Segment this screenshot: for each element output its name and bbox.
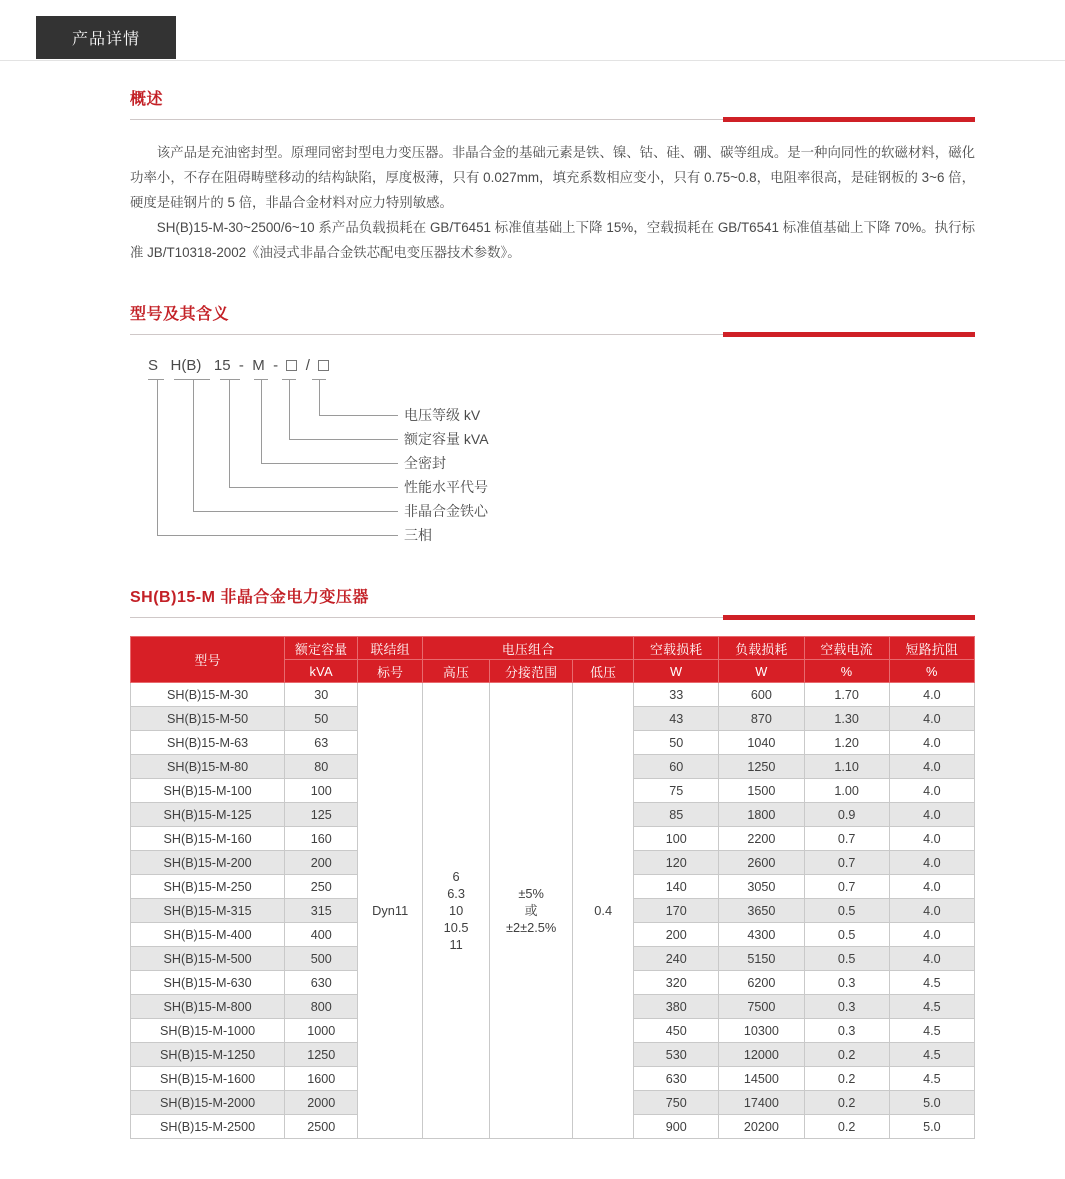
cell-rated-capacity: 250: [285, 875, 358, 899]
cell-connection-group: Dyn11: [358, 683, 423, 1139]
cell-no-load-current: 0.5: [804, 923, 889, 947]
cell-no-load-current: 1.20: [804, 731, 889, 755]
cell-load-loss: 4300: [719, 923, 804, 947]
cell-rated-capacity: 315: [285, 899, 358, 923]
th-voltage-combination: 电压组合: [423, 637, 634, 660]
cell-no-load-current: 0.7: [804, 875, 889, 899]
cell-no-load-current: 1.30: [804, 707, 889, 731]
th-load-loss: 负载损耗: [719, 637, 804, 660]
cell-impedance: 4.0: [889, 923, 974, 947]
overview-section: [130, 90, 975, 265]
cell-no-load-loss: 60: [634, 755, 719, 779]
cell-impedance: 4.0: [889, 755, 974, 779]
leader-vline-capacity: [289, 379, 290, 439]
cell-no-load-current: 0.7: [804, 827, 889, 851]
leader-hline-three-phase: [157, 535, 398, 536]
th-no-load-current: 空载电流: [804, 637, 889, 660]
cell-model: SH(B)15-M-125: [131, 803, 285, 827]
cell-load-loss: 7500: [719, 995, 804, 1019]
cell-impedance: 4.5: [889, 1019, 974, 1043]
code-part-hb: H(B): [170, 357, 202, 374]
cell-load-loss: 6200: [719, 971, 804, 995]
cell-no-load-loss: 43: [634, 707, 719, 731]
cell-no-load-loss: 320: [634, 971, 719, 995]
cell-no-load-current: 0.5: [804, 899, 889, 923]
cell-rated-capacity: 1250: [285, 1043, 358, 1067]
spec-table-section: [130, 588, 975, 1139]
cell-no-load-current: 0.5: [804, 947, 889, 971]
leader-hline-voltage: [319, 415, 398, 416]
cell-load-loss: 20200: [719, 1115, 804, 1139]
legend-three-phase: 三相: [404, 527, 432, 543]
cell-impedance: 4.5: [889, 1067, 974, 1091]
cell-impedance: 4.0: [889, 875, 974, 899]
overview-paragraph-1: 该产品是充油密封型。原理同密封型电力变压器。非晶合金的基础元素是铁、镍、钴、硅、硼、碳等组成。是一种向同性的软磁材料，磁化功率小，不存在阻碍畴壁移动的结构缺陷，厚度极薄，只有 0.027mm，填充系数相应变小，只有 0.75~0.8，电阻率很高，是硅钢板的 3~6 倍，硬度是硅钢片的 5 倍，非晶合金材料对应力特别敏感。: [130, 145, 975, 210]
legend-voltage-level: 电压等级 kV: [404, 407, 481, 423]
cell-model: SH(B)15-M-250: [131, 875, 285, 899]
cell-rated-capacity: 80: [285, 755, 358, 779]
cell-no-load-current: 0.2: [804, 1043, 889, 1067]
legend-amorphous-core: 非晶合金铁心: [404, 503, 488, 519]
cell-load-loss: 3050: [719, 875, 804, 899]
model-divider: [130, 332, 975, 337]
code-underline-15: [220, 379, 240, 380]
overview-title: 概述: [130, 91, 164, 108]
cell-no-load-loss: 75: [634, 779, 719, 803]
legend-fully-sealed: 全密封: [404, 455, 446, 471]
th-rated-capacity-unit: kVA: [285, 660, 358, 683]
code-box-voltage-icon: [318, 360, 329, 371]
topbar-divider: [0, 60, 1065, 61]
spec-table-body: [131, 683, 975, 1139]
th-lv: 低压: [573, 660, 634, 683]
cell-impedance: 4.0: [889, 779, 974, 803]
cell-model: SH(B)15-M-800: [131, 995, 285, 1019]
cell-impedance: 4.0: [889, 731, 974, 755]
th-no-load-loss: 空载损耗: [634, 637, 719, 660]
cell-model: SH(B)15-M-630: [131, 971, 285, 995]
cell-rated-capacity: 200: [285, 851, 358, 875]
model-title: 型号及其含义: [130, 306, 230, 323]
cell-impedance: 4.5: [889, 995, 974, 1019]
cell-impedance: 4.0: [889, 803, 974, 827]
leader-vline-sealed: [261, 379, 262, 463]
cell-hv-voltage: 6 6.3 10 10.5 11: [423, 683, 490, 1139]
cell-no-load-loss: 120: [634, 851, 719, 875]
cell-rated-capacity: 500: [285, 947, 358, 971]
cell-impedance: 4.0: [889, 827, 974, 851]
cell-rated-capacity: 160: [285, 827, 358, 851]
cell-load-loss: 870: [719, 707, 804, 731]
cell-model: SH(B)15-M-400: [131, 923, 285, 947]
th-no-load-loss-unit: W: [634, 660, 719, 683]
page-topbar: [0, 0, 1065, 64]
th-tap-range: 分接范围: [490, 660, 573, 683]
cell-load-loss: 1250: [719, 755, 804, 779]
cell-impedance: 5.0: [889, 1091, 974, 1115]
leader-hline-performance: [229, 487, 398, 488]
leader-vline-voltage: [319, 379, 320, 415]
cell-no-load-loss: 170: [634, 899, 719, 923]
cell-no-load-current: 0.3: [804, 971, 889, 995]
cell-no-load-current: 0.7: [804, 851, 889, 875]
cell-rated-capacity: 1000: [285, 1019, 358, 1043]
cell-no-load-loss: 380: [634, 995, 719, 1019]
cell-impedance: 4.0: [889, 947, 974, 971]
cell-load-loss: 10300: [719, 1019, 804, 1043]
leader-hline-amorphous-core: [193, 511, 398, 512]
th-impedance-unit: %: [889, 660, 974, 683]
cell-no-load-current: 1.10: [804, 755, 889, 779]
divider-red-bar: [723, 332, 975, 337]
cell-impedance: 4.0: [889, 683, 974, 707]
cell-load-loss: 1800: [719, 803, 804, 827]
code-underline-hb: [174, 379, 210, 380]
th-rated-capacity: 额定容量: [285, 637, 358, 660]
cell-impedance: 4.5: [889, 1043, 974, 1067]
cell-no-load-loss: 200: [634, 923, 719, 947]
tab-product-details[interactable]: 产品详情: [36, 16, 176, 59]
leader-vline-amorphous-core: [193, 379, 194, 511]
model-code-diagram: [130, 357, 975, 562]
cell-impedance: 4.0: [889, 707, 974, 731]
cell-impedance: 4.5: [889, 971, 974, 995]
cell-rated-capacity: 400: [285, 923, 358, 947]
cell-no-load-loss: 33: [634, 683, 719, 707]
cell-rated-capacity: 30: [285, 683, 358, 707]
cell-load-loss: 1500: [719, 779, 804, 803]
cell-model: SH(B)15-M-2000: [131, 1091, 285, 1115]
code-underline-s: [148, 379, 164, 380]
cell-rated-capacity: 63: [285, 731, 358, 755]
cell-load-loss: 5150: [719, 947, 804, 971]
code-part-m: M: [252, 357, 265, 374]
spec-divider: [130, 615, 975, 620]
cell-model: SH(B)15-M-1250: [131, 1043, 285, 1067]
legend-performance-level: 性能水平代号: [404, 479, 488, 495]
cell-load-loss: 12000: [719, 1043, 804, 1067]
cell-load-loss: 600: [719, 683, 804, 707]
th-no-load-current-unit: %: [804, 660, 889, 683]
legend-rated-capacity: 额定容量 kVA: [404, 431, 489, 447]
cell-no-load-loss: 50: [634, 731, 719, 755]
cell-load-loss: 1040: [719, 731, 804, 755]
cell-model: SH(B)15-M-100: [131, 779, 285, 803]
leader-vline-three-phase: [157, 379, 158, 535]
th-connection-group: 联结组: [358, 637, 423, 660]
cell-no-load-loss: 140: [634, 875, 719, 899]
cell-load-loss: 17400: [719, 1091, 804, 1115]
th-model: 型号: [131, 637, 285, 683]
cell-no-load-current: 0.2: [804, 1115, 889, 1139]
th-hv: 高压: [423, 660, 490, 683]
model-code-string: [148, 357, 329, 374]
divider-red-bar: [723, 117, 975, 122]
cell-no-load-current: 1.70: [804, 683, 889, 707]
cell-model: SH(B)15-M-315: [131, 899, 285, 923]
th-connection-group-unit: 标号: [358, 660, 423, 683]
cell-rated-capacity: 2000: [285, 1091, 358, 1115]
cell-impedance: 5.0: [889, 1115, 974, 1139]
cell-rated-capacity: 1600: [285, 1067, 358, 1091]
cell-no-load-current: 0.9: [804, 803, 889, 827]
cell-no-load-loss: 85: [634, 803, 719, 827]
spec-table-head: [131, 637, 975, 683]
cell-model: SH(B)15-M-1600: [131, 1067, 285, 1091]
cell-no-load-current: 1.00: [804, 779, 889, 803]
cell-no-load-loss: 100: [634, 827, 719, 851]
cell-rated-capacity: 630: [285, 971, 358, 995]
cell-no-load-current: 0.3: [804, 995, 889, 1019]
cell-model: SH(B)15-M-63: [131, 731, 285, 755]
leader-hline-capacity: [289, 439, 398, 440]
cell-impedance: 4.0: [889, 899, 974, 923]
cell-load-loss: 2200: [719, 827, 804, 851]
code-slash: /: [305, 357, 310, 374]
cell-load-loss: 14500: [719, 1067, 804, 1091]
th-load-loss-unit: W: [719, 660, 804, 683]
cell-model: SH(B)15-M-160: [131, 827, 285, 851]
cell-rated-capacity: 800: [285, 995, 358, 1019]
overview-divider: [130, 117, 975, 122]
cell-no-load-loss: 900: [634, 1115, 719, 1139]
cell-model: SH(B)15-M-30: [131, 683, 285, 707]
code-box-capacity-icon: [286, 360, 297, 371]
cell-rated-capacity: 50: [285, 707, 358, 731]
table-row: [131, 683, 975, 707]
cell-model: SH(B)15-M-1000: [131, 1019, 285, 1043]
cell-no-load-loss: 240: [634, 947, 719, 971]
code-dash-2: -: [273, 357, 279, 374]
cell-no-load-loss: 750: [634, 1091, 719, 1115]
divider-red-bar: [723, 615, 975, 620]
spec-table-title: SH(B)15-M 非晶合金电力变压器: [130, 589, 369, 606]
header-row-1: [131, 637, 975, 660]
cell-no-load-current: 0.2: [804, 1067, 889, 1091]
cell-model: SH(B)15-M-500: [131, 947, 285, 971]
cell-model: SH(B)15-M-2500: [131, 1115, 285, 1139]
cell-no-load-loss: 450: [634, 1019, 719, 1043]
code-part-s: S: [148, 357, 159, 374]
code-dash-1: -: [238, 357, 244, 374]
cell-lv-voltage: 0.4: [573, 683, 634, 1139]
cell-model: SH(B)15-M-200: [131, 851, 285, 875]
cell-no-load-loss: 630: [634, 1067, 719, 1091]
cell-no-load-current: 0.3: [804, 1019, 889, 1043]
cell-impedance: 4.0: [889, 851, 974, 875]
cell-tap-range: ±5% 或 ±2±2.5%: [490, 683, 573, 1139]
cell-model: SH(B)15-M-50: [131, 707, 285, 731]
leader-vline-performance: [229, 379, 230, 487]
cell-no-load-current: 0.2: [804, 1091, 889, 1115]
model-designation-section: [130, 305, 975, 562]
overview-paragraph-2: SH(B)15-M-30~2500/6~10 系产品负载损耗在 GB/T6451 标准值基础上下降 15%，空载损耗在 GB/T6541 标准值基础上下降 70%。执行标准 JB/T10318-2002《油浸式非晶合金铁芯配电变压器技术参数》。: [130, 220, 975, 260]
cell-rated-capacity: 100: [285, 779, 358, 803]
cell-rated-capacity: 2500: [285, 1115, 358, 1139]
th-impedance: 短路抗阻: [889, 637, 974, 660]
cell-model: SH(B)15-M-80: [131, 755, 285, 779]
cell-rated-capacity: 125: [285, 803, 358, 827]
transformer-spec-table: [130, 636, 975, 1139]
cell-load-loss: 3650: [719, 899, 804, 923]
code-part-15: 15: [213, 357, 231, 374]
cell-no-load-loss: 530: [634, 1043, 719, 1067]
cell-load-loss: 2600: [719, 851, 804, 875]
leader-hline-sealed: [261, 463, 398, 464]
